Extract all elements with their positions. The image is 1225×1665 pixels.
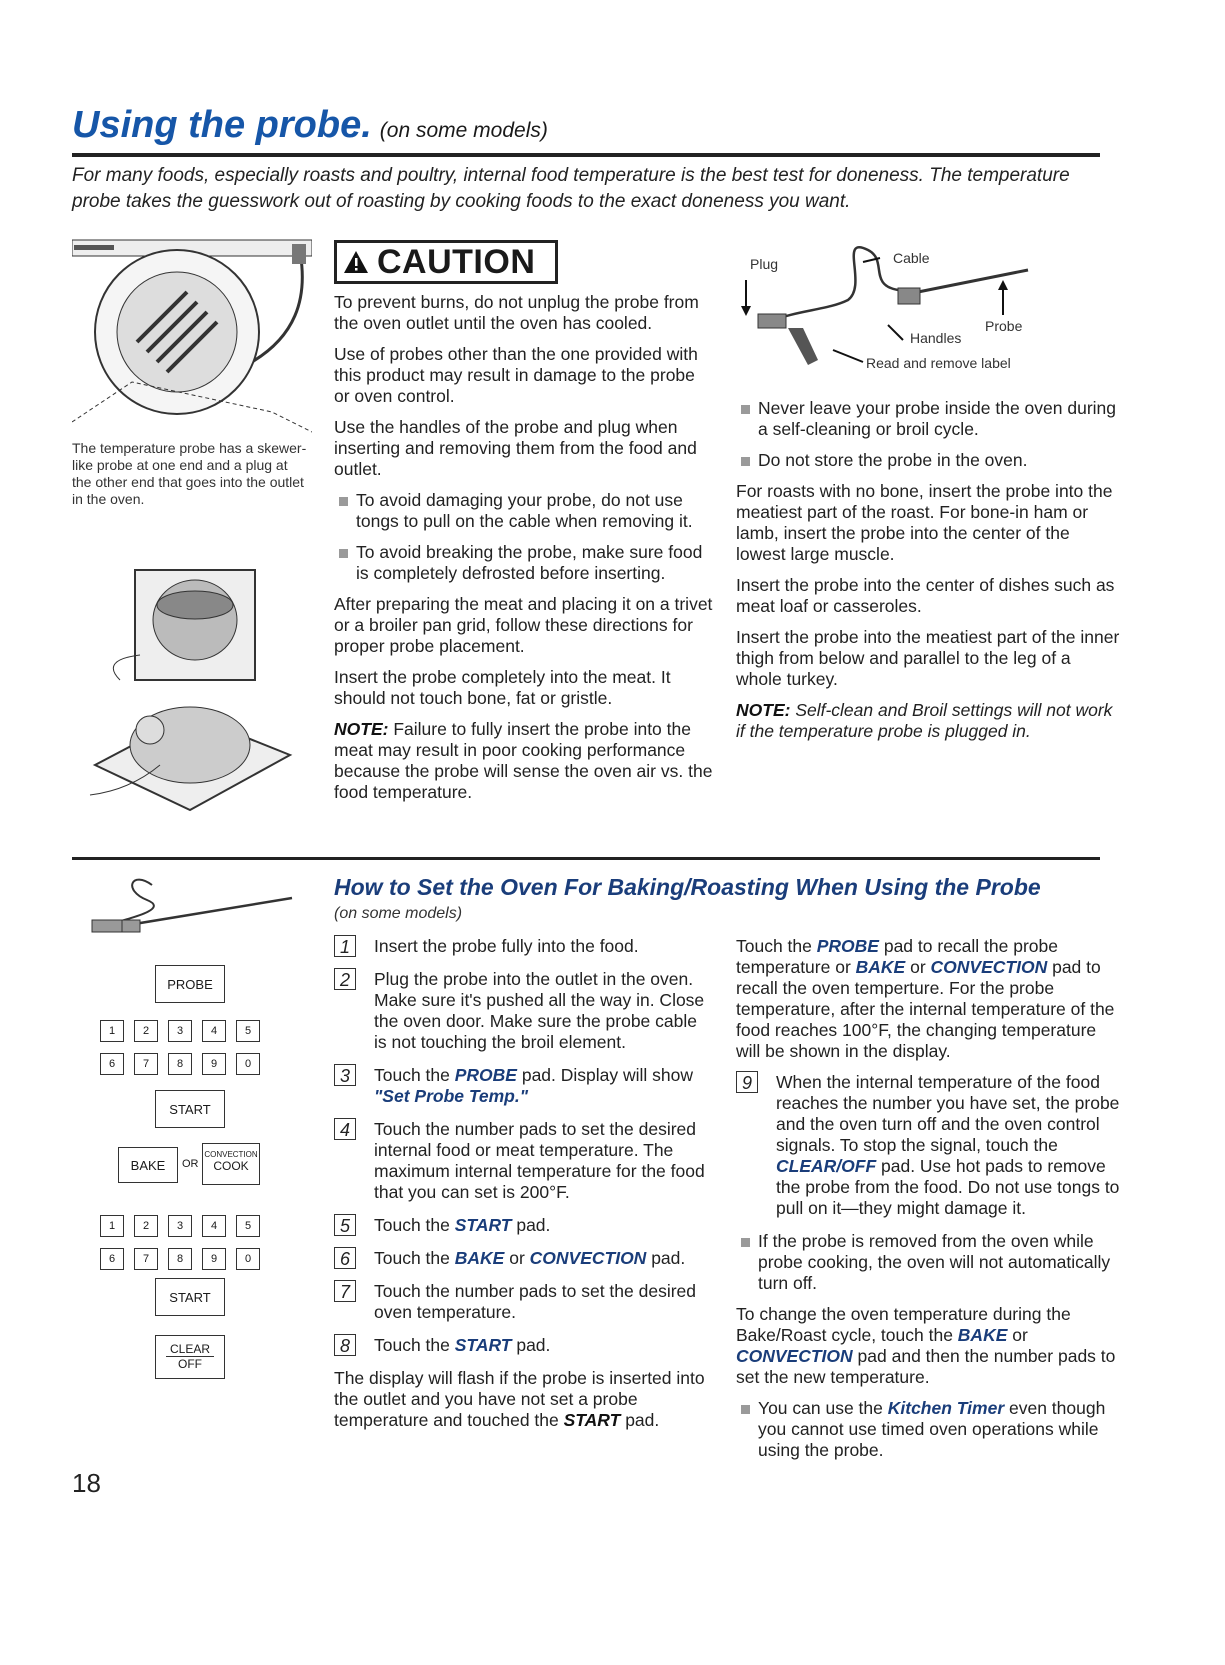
removed-probe-bullet: If the probe is removed from the oven while probe cooking, the oven will not automatically turn off. [736, 1231, 1121, 1294]
caution-p5: Insert the probe completely into the meat. It should not touch bone, fat or gristle. [334, 667, 671, 708]
oven-temp-number-pad-7[interactable]: 7 [134, 1248, 158, 1270]
section-heading: How to Set the Oven For Baking/Roasting When Using the Probe [334, 874, 1041, 900]
probe-temp-number-pad-3[interactable]: 3 [168, 1020, 192, 1042]
caution-column [334, 292, 714, 813]
right-bullet-2: Do not store the probe in the oven. [736, 450, 1121, 471]
probe-temp-number-pad-8[interactable]: 8 [168, 1053, 192, 1075]
diagram-cable-label: Cable [893, 250, 930, 266]
probe-sketch [82, 870, 307, 940]
step-1: 1 Insert the probe fully into the food. [334, 936, 709, 957]
or-label: OR [182, 1158, 199, 1170]
step-number: 1 [334, 935, 356, 957]
probe-caption: The temperature probe has a skewer-like probe at one end and a plug at the other end that goes into the outlet in the oven. [72, 440, 307, 507]
probe-temp-number-pad-0[interactable]: 0 [236, 1053, 260, 1075]
probe-temp-number-pad-9[interactable]: 9 [202, 1053, 226, 1075]
start-pad-1[interactable]: START [155, 1090, 225, 1128]
oven-temp-number-pad-8[interactable]: 8 [168, 1248, 192, 1270]
step-2: 2 Plug the probe into the outlet in the oven. Make sure it's pushed all the way in. Close the oven door. Make sure the probe cable is not touching the broil element. [334, 969, 709, 1053]
caution-label: CAUTION [377, 242, 536, 281]
diagram-plug-label: Plug [750, 256, 779, 272]
intro-text: For many foods, especially roasts and poultry, internal food temperature is the best test for doneness. The temperature probe takes the guesswork out of roasting by cooking foods to the exact doneness you want. [72, 165, 1070, 212]
title-rule [72, 153, 1100, 157]
caution-p2: Use of probes other than the one provided with this product may result in damage to the probe or oven control. [334, 344, 698, 406]
page-number: 18 [72, 1468, 101, 1498]
caution-note: NOTE: Failure to fully insert the probe into the meat may result in poor cooking performance because the probe will sense the oven air vs. the food temperature. [334, 719, 713, 802]
kitchen-timer-bullet: You can use the Kitchen Timer even though you cannot use timed oven operations while using the probe. [736, 1398, 1121, 1461]
roast-turkey-illustration [80, 565, 310, 820]
step-9-number: 9 [736, 1071, 758, 1093]
closing-text: The display will flash if the probe is inserted into the outlet and you have not set a probe temperature and touched the START pad. [334, 1368, 705, 1430]
caution-bullet-2: To avoid breaking the probe, make sure food is completely defrosted before inserting. [334, 542, 714, 584]
section2-right-column [736, 936, 1121, 1471]
oven-outlet-illustration [72, 232, 312, 437]
step-number: 7 [334, 1280, 356, 1302]
probe-temp-number-pad-7[interactable]: 7 [134, 1053, 158, 1075]
step-number: 5 [334, 1214, 356, 1236]
recall-text: Touch the PROBE pad to recall the probe temperature or BAKE or CONVECTION pad to recall the oven temperture. For the probe temperature, after the internal temperature of the food reaches 100°F, the changing temperature will be shown in the display. [736, 936, 1115, 1061]
caution-p3: Use the handles of the probe and plug when inserting and removing them from the food and outlet. [334, 417, 697, 479]
probe-temp-number-pad-2[interactable]: 2 [134, 1020, 158, 1042]
step-7: 7 Touch the number pads to set the desired oven temperature. [334, 1281, 709, 1323]
right-note: NOTE: Self-clean and Broil settings will not work if the temperature probe is plugged in. [736, 700, 1113, 741]
change-temp-text: To change the oven temperature during the Bake/Roast cycle, touch the BAKE or CONVECTION pad and then the number pads to set the new temperature. [736, 1304, 1116, 1387]
diagram-handles-label: Handles [910, 330, 962, 346]
right-p2: Insert the probe into the center of dishes such as meat loaf or casseroles. [736, 575, 1115, 616]
diagram-probe-label: Probe [985, 318, 1023, 334]
step-4: 4 Touch the number pads to set the desired internal food or meat temperature. The maximum internal temperature for the food that you can set is 200°F. [334, 1119, 709, 1203]
step-number: 8 [334, 1334, 356, 1356]
warning-icon [343, 250, 369, 274]
caution-bullet-1: To avoid damaging your probe, do not use tongs to pull on the cable when removing it. [334, 490, 714, 532]
right-p3: Insert the probe into the meatiest part of the inner thigh from below and parallel to the leg of a whole turkey. [736, 627, 1120, 689]
probe-temp-number-pad-4[interactable]: 4 [202, 1020, 226, 1042]
probe-temp-number-pad-6[interactable]: 6 [100, 1053, 124, 1075]
step-9: 9 When the internal temperature of the food reaches the number you have set, the probe and the oven turn off and the oven control signals. To stop the signal, touch the CLEAR/OFF pad. Use hot pads to remove the probe from the food. Do not use tongs to pull on it—they might damage it. [736, 1072, 1121, 1219]
probe-pad[interactable]: PROBE [155, 965, 225, 1003]
caution-p1: To prevent burns, do not unplug the probe from the oven outlet until the oven has cooled. [334, 292, 699, 333]
probe-temp-number-pad-1[interactable]: 1 [100, 1020, 124, 1042]
right-bullet-1: Never leave your probe inside the oven during a self-cleaning or broil cycle. [736, 398, 1121, 440]
clear-off-pad[interactable]: CLEAR OFF [155, 1335, 225, 1379]
probe-temp-number-pad-5[interactable]: 5 [236, 1020, 260, 1042]
diagram-label-label: Read and remove label [866, 355, 1011, 371]
convection-cook-pad[interactable]: CONVECTION COOK [202, 1143, 260, 1185]
caution-p4: After preparing the meat and placing it on a trivet or a broiler pan grid, follow these directions for proper probe placement. [334, 594, 713, 656]
oven-temp-number-pad-3[interactable]: 3 [168, 1215, 192, 1237]
steps-column [334, 936, 709, 1441]
step-number: 2 [334, 968, 356, 990]
oven-temp-number-pad-9[interactable]: 9 [202, 1248, 226, 1270]
right-p1: For roasts with no bone, insert the probe into the meatiest part of the roast. For bone-in ham or lamb, insert the probe into the center of the lowest large muscle. [736, 481, 1113, 564]
step-number: 6 [334, 1247, 356, 1269]
step-5: 5 Touch the START pad. [334, 1215, 709, 1236]
step-number: 4 [334, 1118, 356, 1140]
section-subheading: (on some models) [334, 905, 463, 922]
right-column [736, 398, 1121, 752]
oven-temp-number-pad-2[interactable]: 2 [134, 1215, 158, 1237]
oven-temp-number-pad-6[interactable]: 6 [100, 1248, 124, 1270]
step-8: 8 Touch the START pad. [334, 1335, 709, 1356]
caution-box [334, 240, 558, 284]
oven-temp-number-pad-4[interactable]: 4 [202, 1215, 226, 1237]
oven-temp-number-pad-5[interactable]: 5 [236, 1215, 260, 1237]
page-subtitle: (on some models) [379, 119, 548, 142]
section-rule [72, 857, 1100, 860]
step-number: 3 [334, 1064, 356, 1086]
step-3: 3 Touch the PROBE pad. Display will show "Set Probe Temp." [334, 1065, 709, 1107]
oven-temp-number-pad-1[interactable]: 1 [100, 1215, 124, 1237]
bake-pad[interactable]: BAKE [118, 1147, 178, 1183]
steps-list [334, 936, 709, 1356]
start-pad-2[interactable]: START [155, 1278, 225, 1316]
step-6: 6 Touch the BAKE or CONVECTION pad. [334, 1248, 709, 1269]
page-title: Using the probe. (on some models) [72, 104, 548, 146]
control-keypad [100, 965, 280, 1665]
oven-temp-number-pad-0[interactable]: 0 [236, 1248, 260, 1270]
